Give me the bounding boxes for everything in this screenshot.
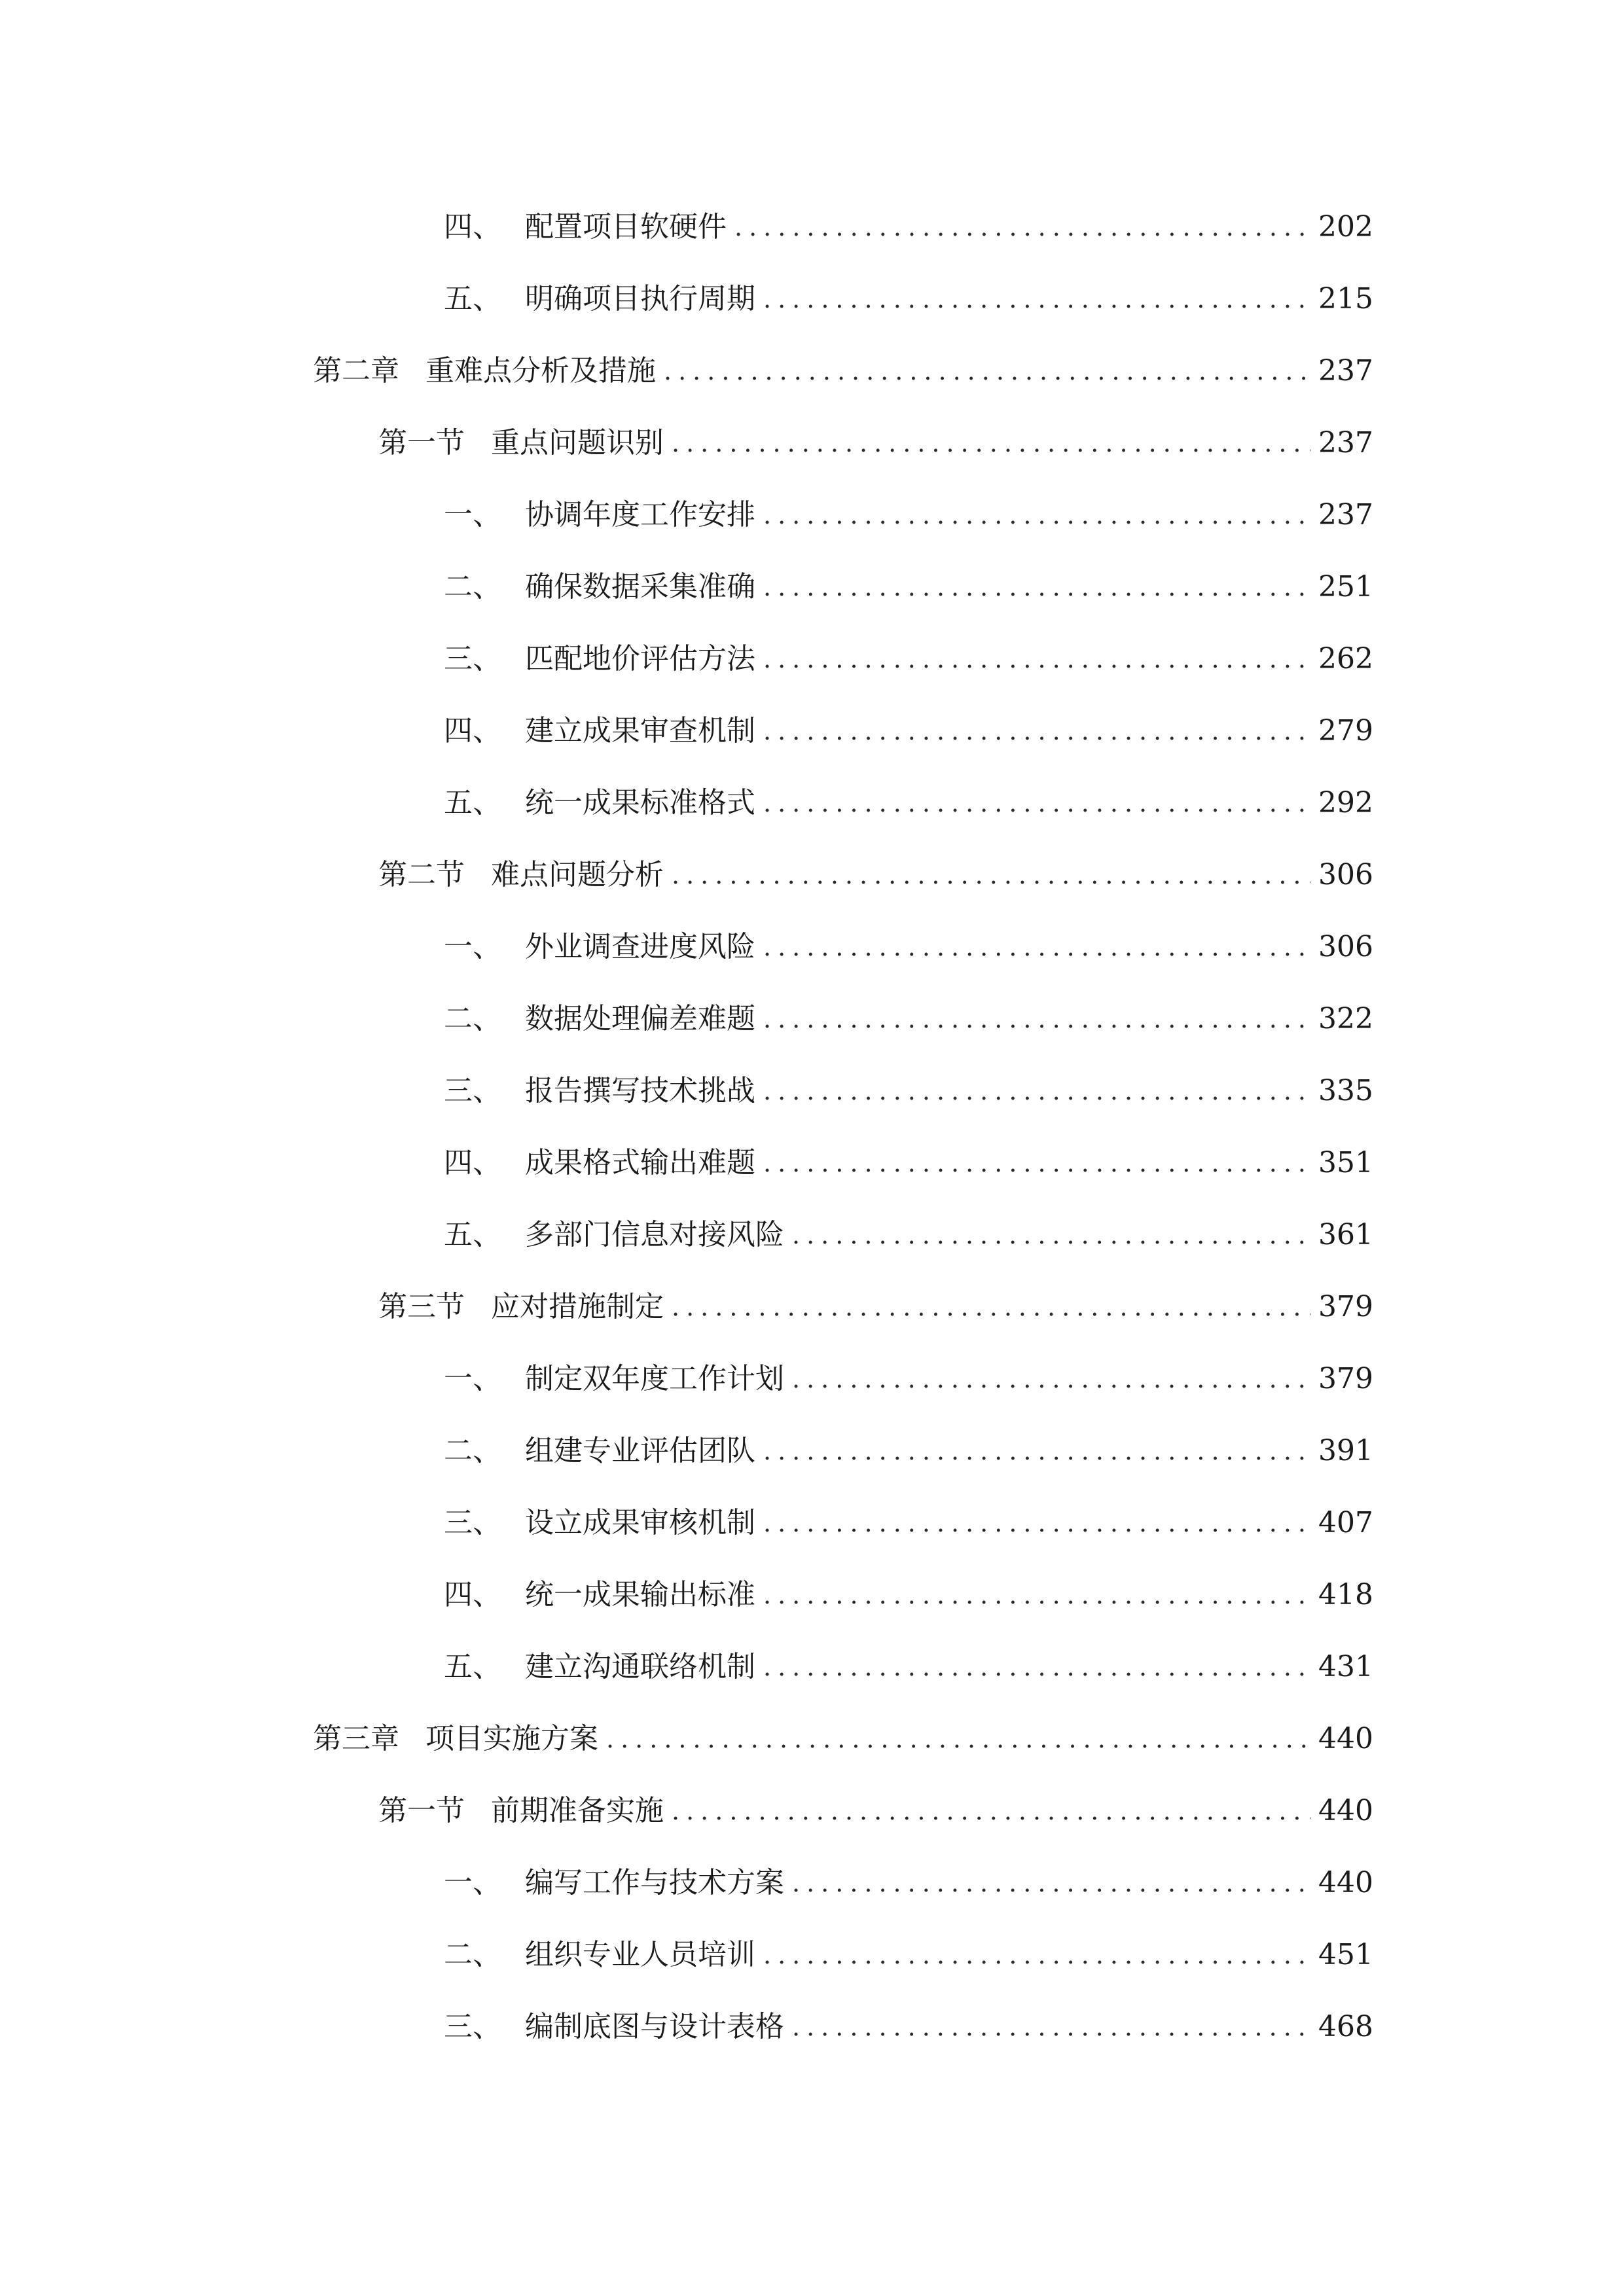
toc-entry[interactable] [444, 1065, 1373, 1117]
toc-entry-title: 编写工作与技术方案 [525, 1866, 784, 1899]
toc-entry[interactable] [444, 1353, 1373, 1405]
toc-dot-leader [792, 2001, 1310, 2053]
toc-entry-prefix: 二、 [444, 570, 501, 603]
toc-entry-title: 重点问题识别 [491, 426, 664, 459]
toc-entry-title: 统一成果输出标准 [525, 1578, 755, 1611]
toc-entry[interactable] [444, 273, 1373, 325]
toc-entry-prefix: 一、 [444, 1362, 501, 1395]
toc-entry-prefix: 四、 [444, 1578, 501, 1611]
toc-entry-title: 前期准备实施 [491, 1794, 664, 1827]
toc-entry[interactable] [444, 1137, 1373, 1189]
toc-dot-leader [734, 201, 1310, 253]
toc-entry[interactable] [378, 849, 1373, 901]
toc-entry[interactable] [444, 993, 1373, 1045]
toc-entry[interactable] [444, 489, 1373, 541]
toc-entry-title: 建立成果审查机制 [525, 714, 755, 747]
toc-entry-page-number: 251 [1318, 570, 1373, 603]
toc-entry-title: 编制底图与设计表格 [525, 2010, 784, 2043]
toc-dot-leader [763, 921, 1310, 973]
toc-entry-title: 组建专业评估团队 [525, 1434, 755, 1467]
toc-dot-leader [763, 489, 1310, 541]
toc-entry[interactable] [444, 2001, 1373, 2053]
toc-dot-leader [672, 417, 1310, 469]
toc-entry[interactable] [444, 1641, 1373, 1693]
toc-entry-page-number: 215 [1318, 282, 1373, 315]
toc-entry[interactable] [444, 1209, 1373, 1261]
toc-entry[interactable] [444, 705, 1373, 757]
toc-entry[interactable] [444, 1569, 1373, 1621]
toc-entry-prefix: 四、 [444, 1146, 501, 1179]
toc-entry-page-number: 202 [1318, 210, 1373, 243]
toc-entry-prefix: 一、 [444, 930, 501, 963]
toc-entry-prefix: 第二节 [378, 858, 465, 891]
toc-entry-title: 统一成果标准格式 [525, 786, 755, 819]
toc-entry-page-number: 379 [1318, 1290, 1373, 1323]
toc-entry-prefix: 二、 [444, 1002, 501, 1035]
toc-entry-page-number: 418 [1318, 1578, 1373, 1611]
toc-dot-leader [763, 1569, 1310, 1621]
toc-entry[interactable] [444, 777, 1373, 829]
toc-entry-page-number: 361 [1318, 1218, 1373, 1251]
toc-entry-title: 多部门信息对接风险 [525, 1218, 784, 1251]
toc-entry-prefix: 第三章 [313, 1722, 399, 1755]
toc-entry-prefix: 一、 [444, 1866, 501, 1899]
toc-entry-page-number: 237 [1318, 498, 1373, 531]
toc-entry-page-number: 440 [1318, 1722, 1373, 1755]
toc-entry-prefix: 第三节 [378, 1290, 465, 1323]
toc-entry-page-number: 292 [1318, 786, 1373, 819]
toc-dot-leader [763, 993, 1310, 1045]
toc-entry-page-number: 351 [1318, 1146, 1373, 1179]
toc-entry-title: 协调年度工作安排 [525, 498, 755, 531]
toc-entry[interactable] [444, 201, 1373, 253]
toc-entry-prefix: 五、 [444, 1218, 501, 1251]
toc-dot-leader [763, 633, 1310, 685]
toc-entry[interactable] [444, 561, 1373, 613]
toc-entry-title: 确保数据采集准确 [525, 570, 755, 603]
toc-entry-prefix: 三、 [444, 642, 501, 675]
toc-dot-leader [792, 1209, 1310, 1261]
toc-entry-title: 报告撰写技术挑战 [525, 1074, 755, 1107]
toc-entry[interactable] [313, 1713, 1373, 1765]
toc-entry-title: 外业调查进度风险 [525, 930, 755, 963]
toc-entry-page-number: 379 [1318, 1362, 1373, 1395]
toc-entry-title: 数据处理偏差难题 [525, 1002, 755, 1035]
toc-entry[interactable] [378, 417, 1373, 469]
toc-dot-leader [763, 1929, 1310, 1981]
toc-entry-prefix: 四、 [444, 210, 501, 243]
toc-entry-title: 难点问题分析 [491, 858, 664, 891]
toc-entry-title: 设立成果审核机制 [525, 1506, 755, 1539]
toc-entry-page-number: 451 [1318, 1938, 1373, 1971]
toc-entry-prefix: 三、 [444, 1074, 501, 1107]
toc-entry[interactable] [378, 1785, 1373, 1837]
toc-dot-leader [672, 849, 1310, 901]
toc-entry-title: 应对措施制定 [491, 1290, 664, 1323]
toc-entry-prefix: 第二章 [313, 354, 399, 387]
toc-entry-prefix: 第一节 [378, 1794, 465, 1827]
toc-dot-leader [606, 1713, 1310, 1765]
toc-entry-prefix: 五、 [444, 786, 501, 819]
toc-dot-leader [763, 705, 1310, 757]
toc-entry-page-number: 237 [1318, 426, 1373, 459]
toc-dot-leader [763, 1641, 1310, 1693]
toc-entry-page-number: 431 [1318, 1650, 1373, 1683]
toc-entry-title: 成果格式输出难题 [525, 1146, 755, 1179]
toc-dot-leader [763, 1065, 1310, 1117]
toc-entry-prefix: 五、 [444, 1650, 501, 1683]
toc-entry-page-number: 440 [1318, 1866, 1373, 1899]
toc-dot-leader [763, 1425, 1310, 1477]
toc-entry-prefix: 第一节 [378, 426, 465, 459]
toc-entry-title: 建立沟通联络机制 [525, 1650, 755, 1683]
toc-entry-page-number: 440 [1318, 1794, 1373, 1827]
toc-entry-title: 匹配地价评估方法 [525, 642, 755, 675]
toc-dot-leader [763, 1497, 1310, 1549]
toc-entry-page-number: 279 [1318, 714, 1373, 747]
toc-entry-prefix: 二、 [444, 1434, 501, 1467]
toc-entry[interactable] [444, 1497, 1373, 1549]
toc-entry-page-number: 391 [1318, 1434, 1373, 1467]
toc-entry-title: 重难点分析及措施 [425, 354, 656, 387]
toc-entry-title: 配置项目软硬件 [525, 210, 727, 243]
toc-entry-title: 制定双年度工作计划 [525, 1362, 784, 1395]
toc-entry-title: 项目实施方案 [425, 1722, 598, 1755]
toc-dot-leader [792, 1353, 1310, 1405]
toc-entry-prefix: 三、 [444, 2010, 501, 2043]
toc-entry[interactable] [378, 1281, 1373, 1333]
toc-dot-leader [792, 1857, 1310, 1909]
toc-entry[interactable] [444, 1425, 1373, 1477]
toc-entry-page-number: 407 [1318, 1506, 1373, 1539]
toc-dot-leader [672, 1281, 1310, 1333]
toc-entry-prefix: 四、 [444, 714, 501, 747]
toc-entry-title: 明确项目执行周期 [525, 282, 755, 315]
toc-entry-prefix: 五、 [444, 282, 501, 315]
toc-entry-page-number: 306 [1318, 858, 1373, 891]
toc-entry[interactable] [444, 633, 1373, 685]
toc-entry-prefix: 一、 [444, 498, 501, 531]
toc-dot-leader [664, 345, 1310, 397]
toc-entry[interactable] [313, 345, 1373, 397]
toc-entry-prefix: 三、 [444, 1506, 501, 1539]
toc-entry[interactable] [444, 921, 1373, 973]
toc-entry-page-number: 237 [1318, 354, 1373, 387]
toc-dot-leader [763, 273, 1310, 325]
toc-dot-leader [672, 1785, 1310, 1837]
toc-entry-page-number: 322 [1318, 1002, 1373, 1035]
toc-entry[interactable] [444, 1929, 1373, 1981]
toc-entry-prefix: 二、 [444, 1938, 501, 1971]
toc-entry-page-number: 335 [1318, 1074, 1373, 1107]
toc-entry-page-number: 262 [1318, 642, 1373, 675]
toc-dot-leader [763, 1137, 1310, 1189]
toc-entry-page-number: 468 [1318, 2010, 1373, 2043]
toc-entry-title: 组织专业人员培训 [525, 1938, 755, 1971]
toc-entry-page-number: 306 [1318, 930, 1373, 963]
toc-dot-leader [763, 777, 1310, 829]
toc-dot-leader [763, 561, 1310, 613]
toc-entry[interactable] [444, 1857, 1373, 1909]
